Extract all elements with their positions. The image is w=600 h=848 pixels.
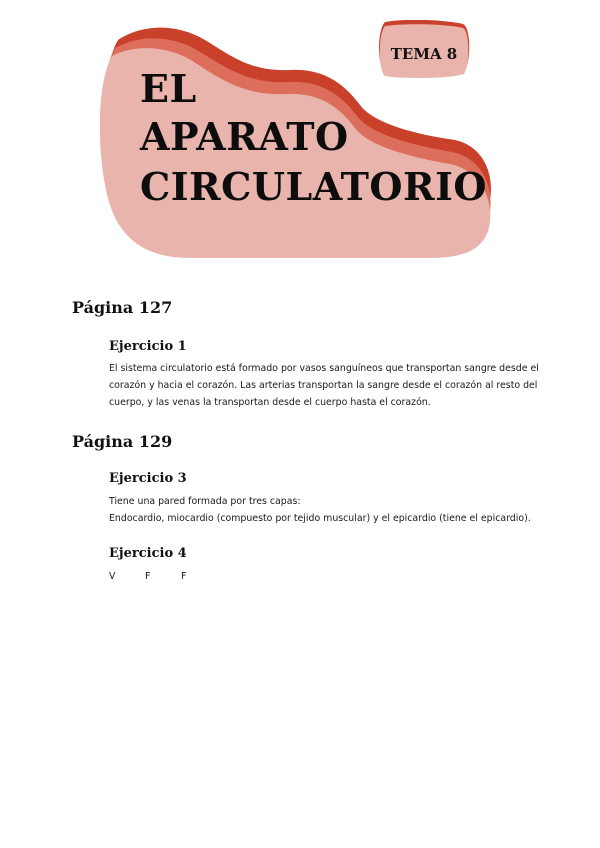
exercise-1-line-1: El sistema circulatorio está formado por vasos sanguíneos que transportan sangre desde el (109, 363, 539, 374)
exercise-1-line-2: corazón y hacia el corazón. Las arterias transportan la sangre desde el corazón al resto del (109, 380, 538, 391)
exercise-3-line-2: Endocardio, miocardio (compuesto por tejido muscular) y el epicardio (tiene el epicardio). (109, 513, 531, 524)
tema-badge-label: TEMA 8 (390, 45, 458, 63)
section-title-page-127: Página 127 (72, 298, 173, 317)
exercise-4-answers (109, 571, 217, 582)
exercise-1-line-3: cuerpo, y las venas la transportan desde el cuerpo hasta el corazón. (109, 397, 431, 408)
section-title-page-129: Página 129 (72, 432, 173, 451)
title-line-1: EL (140, 66, 197, 111)
exercise-4-answer-3: F (181, 571, 187, 582)
exercise-title-3: Ejercicio 3 (109, 471, 187, 486)
title-line-3: CIRCULATORIO (140, 164, 487, 209)
exercise-4-answer-2: F (145, 571, 151, 582)
exercise-1-text (109, 360, 539, 411)
exercise-4-answer-1: V (109, 571, 116, 582)
exercise-title-1: Ejercicio 1 (109, 339, 187, 354)
exercise-3-line-1: Tiene una pared formada por tres capas: (109, 496, 301, 507)
title-line-2: APARATO (140, 114, 349, 159)
exercise-3-text (109, 493, 539, 527)
exercise-title-4: Ejercicio 4 (109, 546, 187, 561)
